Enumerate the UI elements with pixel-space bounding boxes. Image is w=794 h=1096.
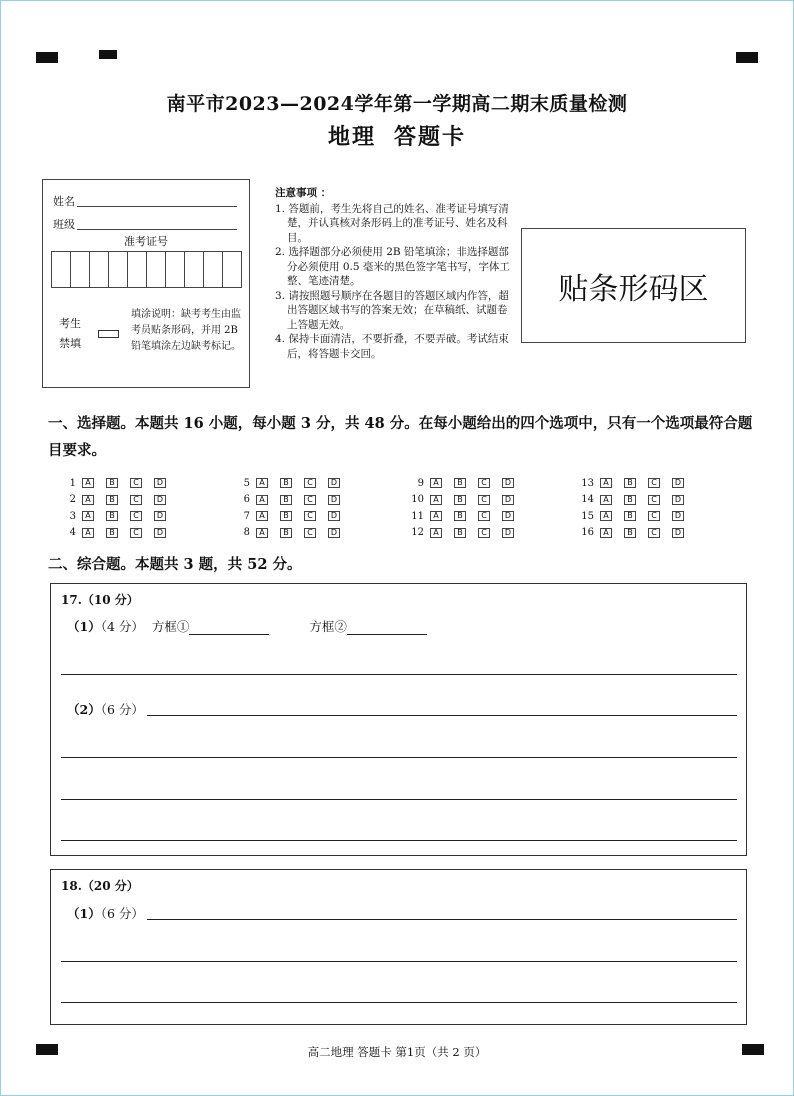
name-label: 姓名 <box>53 195 75 208</box>
choice-row <box>226 508 352 525</box>
notice-item: 3. 请按照题号顺序在各题目的答题区域内作答，超出答题区域书写的答案无效；在草稿纸、试题卷上答题无效。 <box>275 289 509 331</box>
question-number: 10 <box>411 494 424 506</box>
option-bubble[interactable]: D <box>672 495 684 505</box>
section2-heading: 二、综合题。本题共 3 题，共 52 分。 <box>48 556 302 573</box>
subject-name: 地理 <box>327 124 376 150</box>
q18-part1 <box>67 904 144 922</box>
question-number: 16 <box>581 527 594 539</box>
option-bubble[interactable]: C <box>478 528 490 538</box>
option-bubble[interactable]: A <box>600 478 612 488</box>
q17-part1-score: （4 分） <box>100 619 144 634</box>
q17-part2-score: （6 分） <box>100 702 144 717</box>
box1-label: 方框① <box>151 619 190 634</box>
option-bubble[interactable]: B <box>624 528 636 538</box>
q18-heading: 18.（20 分） <box>61 879 139 893</box>
choice-row <box>226 525 352 542</box>
question-number: 2 <box>69 494 76 506</box>
option-bubble[interactable]: A <box>600 495 612 505</box>
answer-line[interactable] <box>147 919 737 920</box>
option-bubble[interactable]: C <box>648 495 660 505</box>
option-bubble[interactable]: A <box>600 511 612 521</box>
choice-row <box>52 508 178 525</box>
q17-part1-num: （1） <box>67 619 101 634</box>
notice-item: 4. 保持卡面清洁，不要折叠，不要弄破。考试结束后，将答题卡交回。 <box>275 333 509 360</box>
option-bubble[interactable]: D <box>672 511 684 521</box>
question-number: 6 <box>243 494 250 506</box>
q17-heading: 17.（10 分） <box>61 593 139 607</box>
exam-title: 南平市2023—2024学年第一学期高二期末质量检测 <box>166 93 628 115</box>
option-bubble[interactable]: B <box>454 478 466 488</box>
box2-label: 方框② <box>309 619 347 634</box>
option-bubble[interactable]: D <box>502 478 514 488</box>
option-bubble[interactable]: D <box>328 478 340 488</box>
option-bubble[interactable]: D <box>328 495 340 505</box>
option-bubble[interactable]: A <box>82 478 94 488</box>
position-mark <box>99 50 117 59</box>
option-bubble[interactable]: C <box>130 528 142 538</box>
student-info-box <box>42 179 250 388</box>
option-bubble[interactable]: C <box>130 495 142 505</box>
option-bubble[interactable]: B <box>106 495 118 505</box>
q18-part1-score: （6 分） <box>100 906 144 921</box>
choice-column <box>226 475 352 541</box>
class-field[interactable] <box>77 229 237 230</box>
question-number: 11 <box>411 510 424 522</box>
option-bubble[interactable]: A <box>430 495 442 505</box>
barcode-area: 贴条形码区 <box>521 228 746 343</box>
option-bubble[interactable]: D <box>502 511 514 521</box>
choice-row <box>400 525 526 542</box>
answer-line[interactable] <box>147 715 737 716</box>
admission-cell[interactable] <box>71 252 90 287</box>
admission-cell[interactable] <box>128 252 147 287</box>
option-bubble[interactable]: B <box>280 528 292 538</box>
option-bubble[interactable]: B <box>624 495 636 505</box>
question-number: 15 <box>581 510 594 522</box>
choice-row <box>400 492 526 509</box>
choice-row <box>226 492 352 509</box>
admission-cell[interactable] <box>109 252 128 287</box>
notice-item: 1. 答题前，考生先将自己的姓名、准考证号填写清楚，并认真核对条形码上的准考证号、姓名及科目。 <box>275 202 509 244</box>
question-number: 3 <box>69 510 76 522</box>
option-bubble[interactable]: A <box>82 495 94 505</box>
admission-label: 准考证号 <box>124 235 168 248</box>
option-bubble[interactable]: A <box>256 528 268 538</box>
question-number: 13 <box>581 477 594 489</box>
admission-cell[interactable] <box>185 252 204 287</box>
question-number: 7 <box>243 510 250 522</box>
option-bubble[interactable]: D <box>154 495 166 505</box>
question-number: 5 <box>243 477 250 489</box>
option-bubble[interactable]: C <box>478 511 490 521</box>
box2-blank[interactable] <box>347 621 427 635</box>
option-bubble[interactable]: B <box>454 495 466 505</box>
option-bubble[interactable]: C <box>478 495 490 505</box>
option-bubble[interactable]: C <box>478 478 490 488</box>
option-bubble[interactable]: C <box>130 478 142 488</box>
answer-line[interactable] <box>61 1002 737 1003</box>
option-bubble[interactable]: D <box>502 495 514 505</box>
option-bubble[interactable]: A <box>256 511 268 521</box>
option-bubble[interactable]: B <box>106 511 118 521</box>
notice-block <box>275 186 515 361</box>
answer-box-q17 <box>50 583 747 856</box>
option-bubble[interactable]: B <box>624 511 636 521</box>
admission-cell[interactable] <box>52 252 71 287</box>
option-bubble[interactable]: C <box>648 511 660 521</box>
option-bubble[interactable]: A <box>430 478 442 488</box>
option-bubble[interactable]: D <box>328 511 340 521</box>
choice-row <box>570 475 696 492</box>
option-bubble[interactable]: B <box>280 478 292 488</box>
choice-row <box>570 508 696 525</box>
question-number: 9 <box>417 477 424 489</box>
question-number: 14 <box>581 494 594 506</box>
option-bubble[interactable]: B <box>106 478 118 488</box>
option-bubble[interactable]: A <box>256 495 268 505</box>
answer-line[interactable] <box>61 799 737 800</box>
q17-part1 <box>67 617 427 635</box>
admission-cell[interactable] <box>90 252 109 287</box>
option-bubble[interactable]: A <box>430 511 442 521</box>
option-bubble[interactable]: A <box>600 528 612 538</box>
answer-line[interactable] <box>61 757 737 758</box>
option-bubble[interactable]: B <box>280 495 292 505</box>
option-bubble[interactable]: A <box>430 528 442 538</box>
admission-cell[interactable] <box>166 252 185 287</box>
notice-title: 注意事项 ： <box>275 187 332 199</box>
answer-line[interactable] <box>61 961 737 962</box>
answer-line[interactable] <box>61 840 737 841</box>
option-bubble[interactable]: D <box>502 528 514 538</box>
class-row <box>53 216 75 232</box>
notice-item: 2. 选择题部分必须使用 2B 铅笔填涂；非选择题部分必须使用 0.5 毫米的黑色签字笔书写，字体工整、笔迹清楚。 <box>275 246 510 287</box>
option-bubble[interactable]: D <box>154 528 166 538</box>
option-bubble[interactable]: D <box>328 528 340 538</box>
choice-row <box>570 492 696 509</box>
choice-row <box>400 475 526 492</box>
question-number: 1 <box>69 477 76 489</box>
choice-row <box>52 492 178 509</box>
q17-part2 <box>67 700 144 718</box>
choice-row <box>226 475 352 492</box>
option-bubble[interactable]: D <box>672 478 684 488</box>
choice-row <box>52 525 178 542</box>
choice-column <box>570 475 696 541</box>
admission-grid <box>51 251 242 288</box>
option-bubble[interactable]: C <box>304 478 316 488</box>
option-bubble[interactable]: A <box>256 478 268 488</box>
admission-cell[interactable] <box>147 252 166 287</box>
option-bubble[interactable]: C <box>648 478 660 488</box>
fill-note: 填涂说明：缺考考生由监考员贴条形码，并用 2B 铅笔填涂左边缺考标记。 <box>131 309 241 352</box>
name-row <box>53 193 75 209</box>
answer-line[interactable] <box>61 674 737 675</box>
option-bubble[interactable]: C <box>648 528 660 538</box>
section1-heading: 一、选择题。本题共 16 小题，每小题 3 分，共 48 分。在每小题给出的四个选项中，只有一个选项最符合题目要求。 <box>48 415 753 459</box>
card-title <box>0 120 794 151</box>
choice-column <box>400 475 526 541</box>
class-label: 班级 <box>53 218 75 231</box>
admission-cell[interactable] <box>223 252 241 287</box>
option-bubble[interactable]: D <box>672 528 684 538</box>
position-mark <box>736 52 758 63</box>
option-bubble[interactable]: B <box>624 478 636 488</box>
page-footer: 高二地理 答题卡 第1页（共 2 页） <box>307 1045 487 1059</box>
option-bubble[interactable]: B <box>454 511 466 521</box>
option-bubble[interactable]: C <box>304 511 316 521</box>
option-bubble[interactable]: D <box>154 478 166 488</box>
choice-row <box>570 525 696 542</box>
box1-blank[interactable] <box>189 621 269 635</box>
option-bubble[interactable]: B <box>280 511 292 521</box>
option-bubble[interactable]: C <box>304 528 316 538</box>
question-number: 12 <box>411 527 424 539</box>
choice-column <box>52 475 178 541</box>
option-bubble[interactable]: B <box>454 528 466 538</box>
absent-label-line1: 考生 <box>59 317 81 330</box>
absent-label <box>59 314 81 354</box>
q17-part2-num: （2） <box>67 702 101 717</box>
question-number: 8 <box>243 527 250 539</box>
option-bubble[interactable]: D <box>154 511 166 521</box>
choice-row <box>400 508 526 525</box>
position-mark <box>36 52 58 63</box>
name-field[interactable] <box>77 206 237 207</box>
option-bubble[interactable]: A <box>82 528 94 538</box>
option-bubble[interactable]: C <box>304 495 316 505</box>
choice-row <box>52 475 178 492</box>
q18-part1-num: （1） <box>67 906 101 921</box>
absent-mark-box[interactable] <box>98 330 119 338</box>
card-name: 答题卡 <box>394 124 467 150</box>
answer-box-q18 <box>50 869 747 1025</box>
option-bubble[interactable]: B <box>106 528 118 538</box>
option-bubble[interactable]: A <box>82 511 94 521</box>
absent-label-line2: 禁填 <box>59 337 81 350</box>
question-number: 4 <box>69 527 76 539</box>
option-bubble[interactable]: C <box>130 511 142 521</box>
admission-cell[interactable] <box>204 252 223 287</box>
